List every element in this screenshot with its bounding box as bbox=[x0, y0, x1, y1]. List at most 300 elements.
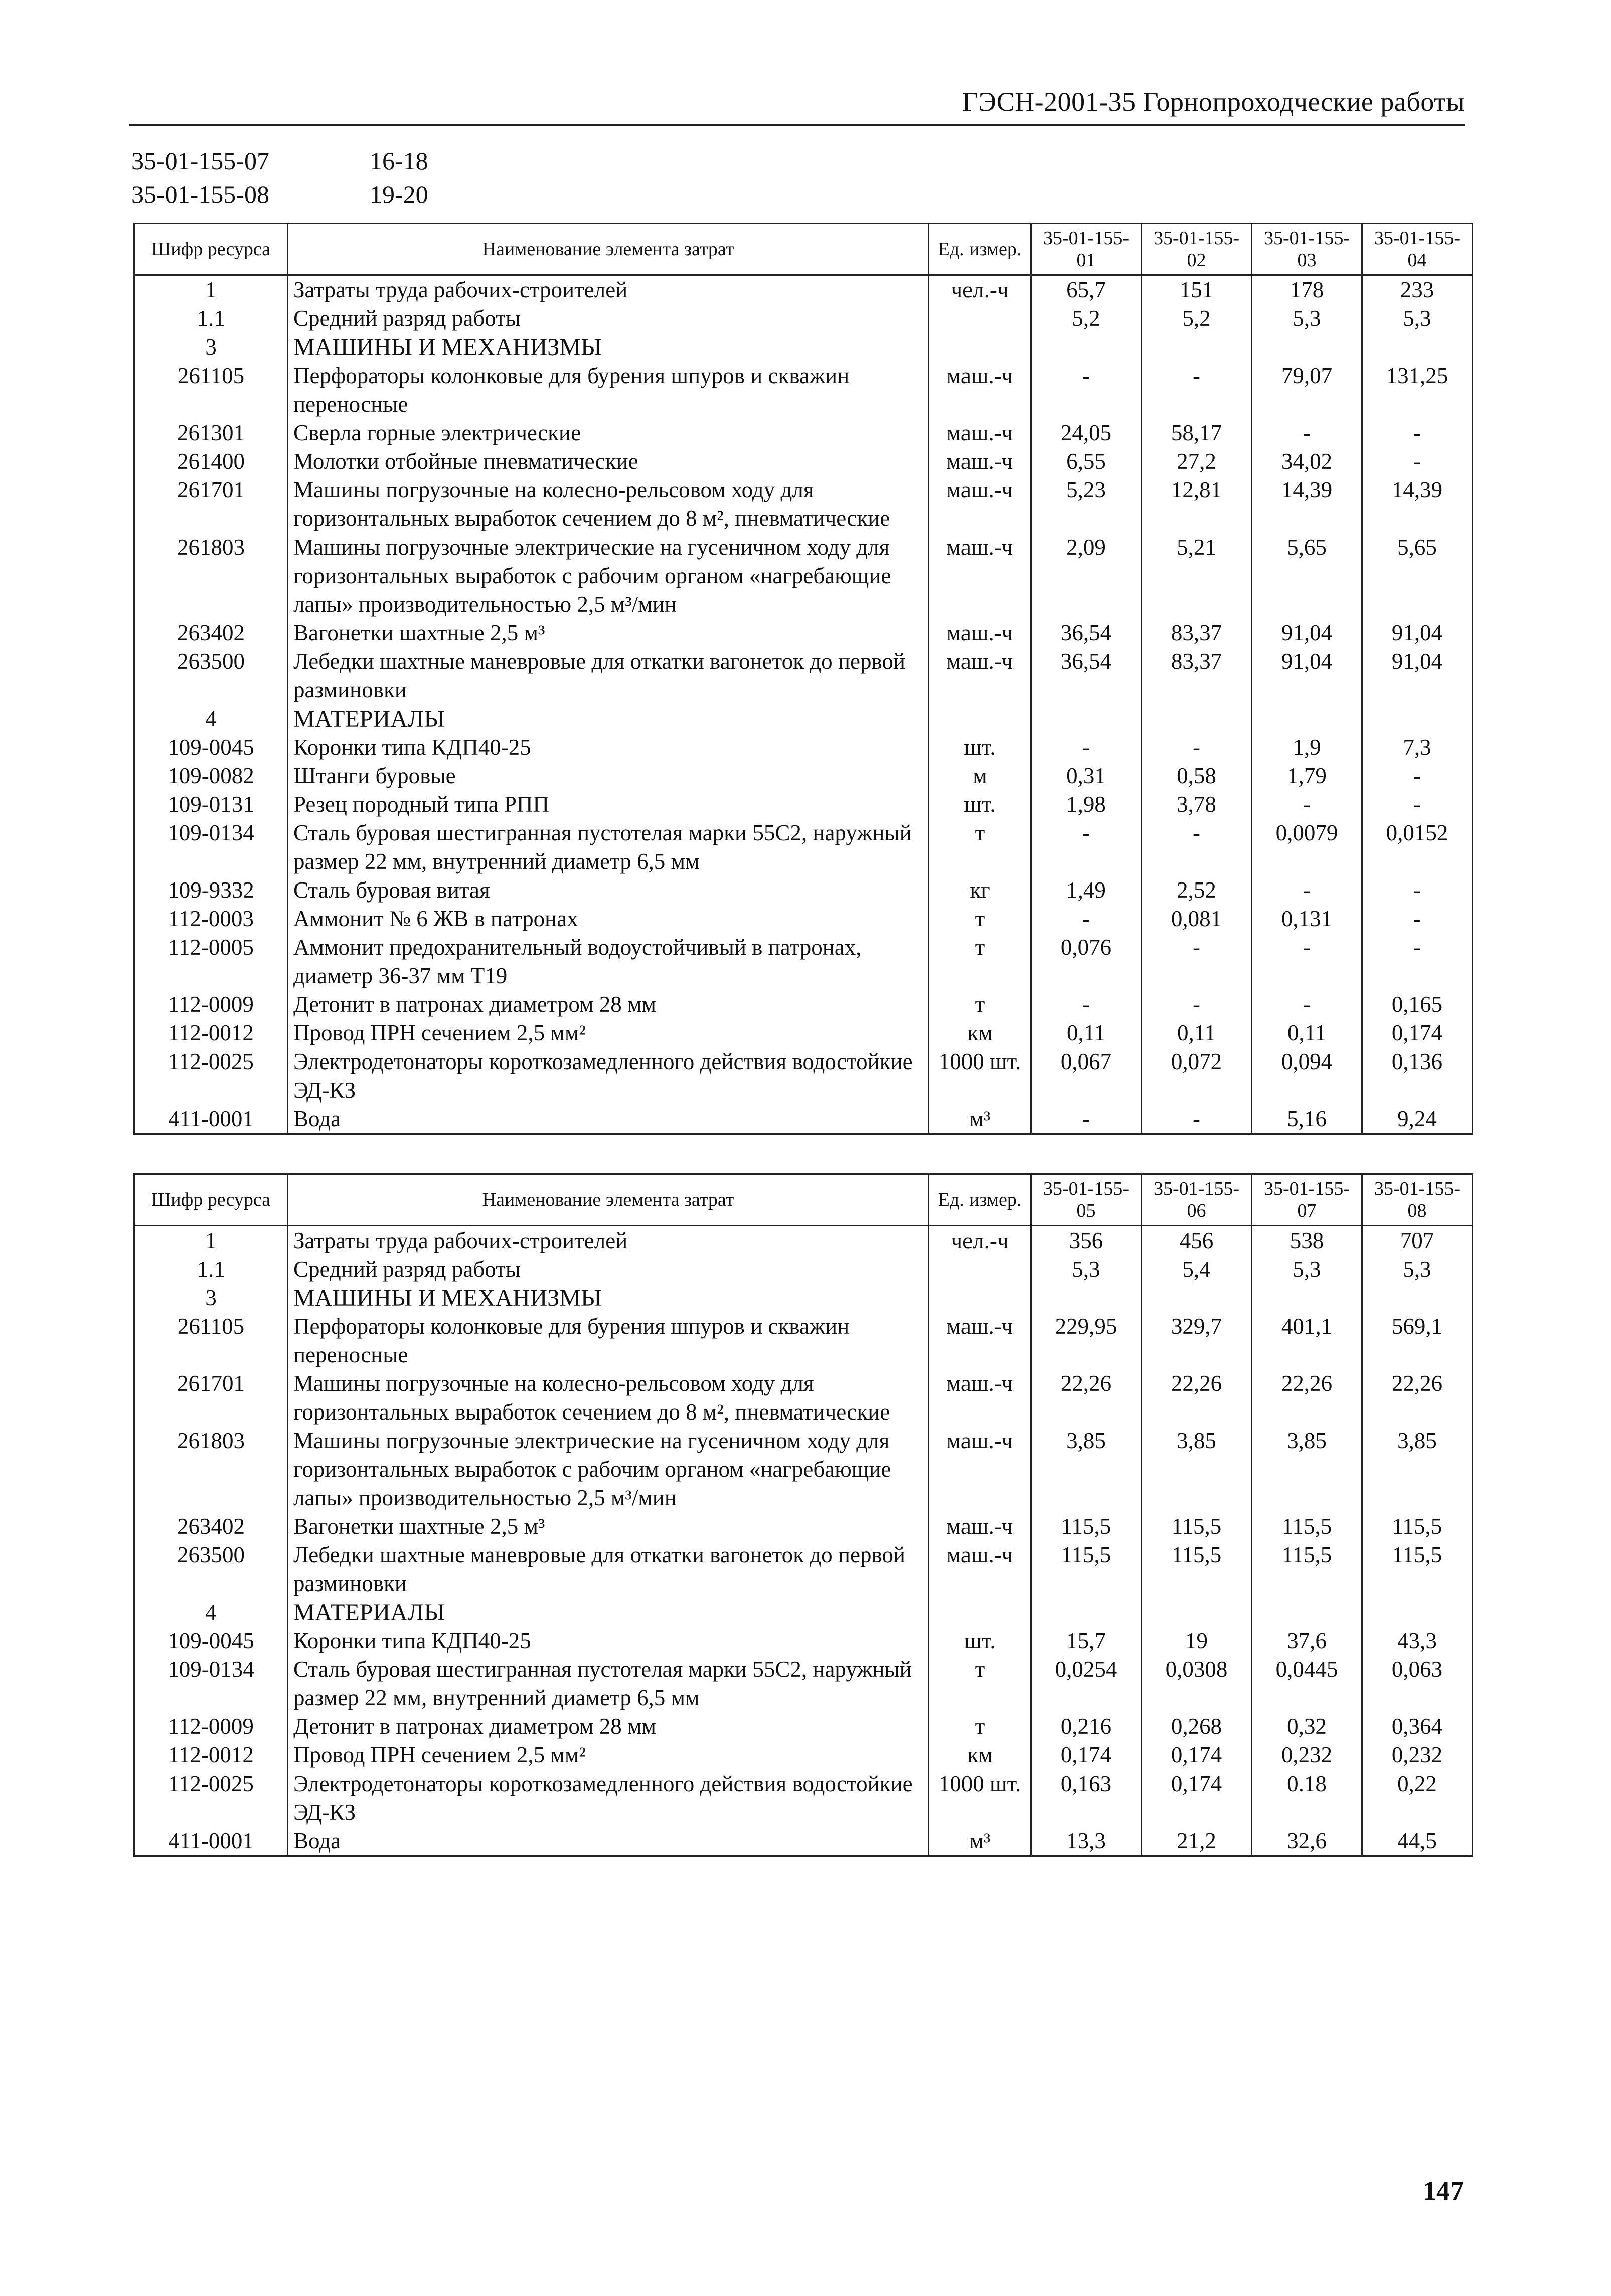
norm-value-cell: 0,063 bbox=[1362, 1655, 1473, 1712]
norm-value-cell: - bbox=[1142, 990, 1252, 1019]
table-row bbox=[134, 275, 1473, 305]
resource-code-cell: 112-0012 bbox=[134, 1741, 288, 1770]
resource-code-cell: 109-0082 bbox=[134, 762, 288, 790]
table-row bbox=[134, 1255, 1473, 1284]
norm-value-cell bbox=[1252, 704, 1362, 733]
document-header-title: ГЭСН-2001-35 Горнопроходческие работы bbox=[962, 87, 1465, 117]
norm-value-cell: - bbox=[1031, 1105, 1142, 1134]
norm-value-cell: 0,11 bbox=[1031, 1019, 1142, 1047]
header-norm-column: 35-01-155-08 bbox=[1362, 1174, 1473, 1226]
table-row bbox=[134, 1541, 1473, 1598]
unit-cell: маш.-ч bbox=[929, 1369, 1031, 1427]
norm-value-cell: 0,0445 bbox=[1252, 1655, 1362, 1712]
cost-element-name-cell: Машины погрузочные электрические на гусеничном ходу для горизонтальных выработок с рабочим органом «нагребающие лапы» производительностью 2,5 м³/мин bbox=[288, 1427, 929, 1512]
resource-code-cell: 261301 bbox=[134, 419, 288, 447]
cost-element-name-cell: Коронки типа КДП40-25 bbox=[288, 733, 929, 762]
resource-code-cell: 4 bbox=[134, 704, 288, 733]
norm-value-cell: 1,9 bbox=[1252, 733, 1362, 762]
norm-value-cell: 0,067 bbox=[1031, 1047, 1142, 1105]
table-header-row bbox=[134, 224, 1473, 275]
norm-value-cell: 707 bbox=[1362, 1226, 1473, 1256]
norm-value-cell: 0,174 bbox=[1362, 1019, 1473, 1047]
cost-element-name-cell: Средний разряд работы bbox=[288, 304, 929, 333]
resource-code-cell: 112-0009 bbox=[134, 990, 288, 1019]
unit-cell: 1000 шт. bbox=[929, 1047, 1031, 1105]
norm-value-cell: 0,081 bbox=[1142, 905, 1252, 933]
cost-element-name-cell: Вода bbox=[288, 1105, 929, 1134]
norm-value-cell bbox=[1031, 333, 1142, 362]
norm-value-cell: 3,85 bbox=[1362, 1427, 1473, 1512]
table-row bbox=[134, 1827, 1473, 1856]
unit-cell: км bbox=[929, 1741, 1031, 1770]
section-heading-row bbox=[134, 704, 1473, 733]
table-row bbox=[134, 1105, 1473, 1134]
section-heading-row bbox=[134, 333, 1473, 362]
norm-value-cell: 5,3 bbox=[1252, 1255, 1362, 1284]
resource-code-cell: 109-0134 bbox=[134, 819, 288, 876]
resource-code-cell: 112-0025 bbox=[134, 1770, 288, 1827]
resource-code-cell: 261400 bbox=[134, 447, 288, 476]
norm-value-cell: 91,04 bbox=[1362, 647, 1473, 704]
cost-element-name-cell: Детонит в патронах диаметром 28 мм bbox=[288, 990, 929, 1019]
norm-value-cell: 5,21 bbox=[1142, 533, 1252, 619]
norm-value-cell: 3,78 bbox=[1142, 790, 1252, 819]
norm-value-cell: 22,26 bbox=[1142, 1369, 1252, 1427]
norm-value-cell: - bbox=[1362, 790, 1473, 819]
norm-value-cell: 37,6 bbox=[1252, 1627, 1362, 1655]
unit-cell: т bbox=[929, 933, 1031, 990]
norm-value-cell bbox=[1142, 1598, 1252, 1627]
cost-element-name-cell: Детонит в патронах диаметром 28 мм bbox=[288, 1712, 929, 1741]
norm-value-cell: 0,136 bbox=[1362, 1047, 1473, 1105]
resource-code-cell: 109-9332 bbox=[134, 876, 288, 905]
cost-element-name-cell: Аммонит предохранительный водоустойчивый в патронах, диаметр 36-37 мм Т19 bbox=[288, 933, 929, 990]
cost-element-name-cell: Штанги буровые bbox=[288, 762, 929, 790]
resource-code-cell: 109-0045 bbox=[134, 1627, 288, 1655]
resource-table-1 bbox=[133, 223, 1473, 1135]
unit-cell: чел.-ч bbox=[929, 1226, 1031, 1256]
norm-value-cell: 0,076 bbox=[1031, 933, 1142, 990]
norm-value-cell: 5,2 bbox=[1031, 304, 1142, 333]
unit-cell bbox=[929, 1598, 1031, 1627]
norm-value-cell: 21,2 bbox=[1142, 1827, 1252, 1856]
cost-element-name-cell: МАШИНЫ И МЕХАНИЗМЫ bbox=[288, 333, 929, 362]
table-row bbox=[134, 647, 1473, 704]
unit-cell: т bbox=[929, 990, 1031, 1019]
unit-cell bbox=[929, 704, 1031, 733]
norm-value-cell bbox=[1142, 1284, 1252, 1312]
norm-value-cell: 5,65 bbox=[1252, 533, 1362, 619]
norm-value-cell: 115,5 bbox=[1362, 1541, 1473, 1598]
header-norm-column: 35-01-155-01 bbox=[1031, 224, 1142, 275]
table-row bbox=[134, 419, 1473, 447]
unit-cell: маш.-ч bbox=[929, 447, 1031, 476]
norm-value-cell bbox=[1142, 333, 1252, 362]
header-norm-column: 35-01-155-05 bbox=[1031, 1174, 1142, 1226]
cost-element-name-cell: МАШИНЫ И МЕХАНИЗМЫ bbox=[288, 1284, 929, 1312]
norm-value-cell bbox=[1031, 1598, 1142, 1627]
norm-value-cell: 32,6 bbox=[1252, 1827, 1362, 1856]
norm-value-cell: 0,268 bbox=[1142, 1712, 1252, 1741]
resource-code-cell: 263402 bbox=[134, 1512, 288, 1541]
resource-code-cell: 109-0131 bbox=[134, 790, 288, 819]
norm-value-cell: 24,05 bbox=[1031, 419, 1142, 447]
cost-element-name-cell: Аммонит № 6 ЖВ в патронах bbox=[288, 905, 929, 933]
norm-value-cell bbox=[1362, 333, 1473, 362]
norm-value-cell: - bbox=[1142, 1105, 1252, 1134]
unit-cell: т bbox=[929, 1712, 1031, 1741]
norm-value-cell: 151 bbox=[1142, 275, 1252, 305]
norm-value-cell: - bbox=[1031, 990, 1142, 1019]
cost-element-name-cell: Электродетонаторы короткозамедленного действия водостойкие ЭД-КЗ bbox=[288, 1770, 929, 1827]
table-row bbox=[134, 762, 1473, 790]
table-row bbox=[134, 905, 1473, 933]
norm-value-cell bbox=[1252, 1598, 1362, 1627]
norm-value-cell: 0,174 bbox=[1142, 1741, 1252, 1770]
cost-element-name-cell: Перфораторы колонковые для бурения шпуров и скважин переносные bbox=[288, 1312, 929, 1369]
unit-cell: шт. bbox=[929, 790, 1031, 819]
cost-element-name-cell: МАТЕРИАЛЫ bbox=[288, 1598, 929, 1627]
resource-code-cell: 112-0003 bbox=[134, 905, 288, 933]
cost-element-name-cell: Коронки типа КДП40-25 bbox=[288, 1627, 929, 1655]
norm-value-cell: 14,39 bbox=[1252, 476, 1362, 533]
norm-value-cell: - bbox=[1031, 905, 1142, 933]
unit-cell: маш.-ч bbox=[929, 362, 1031, 419]
header-norm-column: 35-01-155-07 bbox=[1252, 1174, 1362, 1226]
table-row bbox=[134, 1226, 1473, 1256]
unit-cell: маш.-ч bbox=[929, 533, 1031, 619]
norm-value-cell: 115,5 bbox=[1252, 1541, 1362, 1598]
cost-element-name-cell: Машины погрузочные на колесно-рельсовом ходу для горизонтальных выработок сечением до 8 м², пневматические bbox=[288, 1369, 929, 1427]
norm-range: 19-20 bbox=[370, 180, 428, 208]
header-resource-code: Шифр ресурса bbox=[134, 1174, 288, 1226]
norm-value-cell: - bbox=[1142, 362, 1252, 419]
cost-element-name-cell: Вода bbox=[288, 1827, 929, 1856]
norm-value-cell: 19 bbox=[1142, 1627, 1252, 1655]
table-row bbox=[134, 1512, 1473, 1541]
unit-cell: маш.-ч bbox=[929, 619, 1031, 647]
resource-code-cell: 1 bbox=[134, 275, 288, 305]
unit-cell: м³ bbox=[929, 1827, 1031, 1856]
norm-value-cell: 5,3 bbox=[1252, 304, 1362, 333]
cost-element-name-cell: Провод ПРН сечением 2,5 мм² bbox=[288, 1019, 929, 1047]
norm-value-cell: 91,04 bbox=[1362, 619, 1473, 647]
unit-cell: т bbox=[929, 819, 1031, 876]
norm-value-cell: 22,26 bbox=[1252, 1369, 1362, 1427]
norm-value-cell: 9,24 bbox=[1362, 1105, 1473, 1134]
norm-value-cell: - bbox=[1031, 362, 1142, 419]
norm-value-cell: - bbox=[1362, 419, 1473, 447]
norm-value-cell: 0,11 bbox=[1142, 1019, 1252, 1047]
norm-value-cell bbox=[1031, 704, 1142, 733]
table-header-row bbox=[134, 1174, 1473, 1226]
norm-value-cell: 91,04 bbox=[1252, 619, 1362, 647]
resource-code-cell: 109-0134 bbox=[134, 1655, 288, 1712]
resource-code-cell: 411-0001 bbox=[134, 1827, 288, 1856]
header-unit: Ед. измер. bbox=[929, 1174, 1031, 1226]
norm-value-cell bbox=[1362, 704, 1473, 733]
norm-value-cell: 0,364 bbox=[1362, 1712, 1473, 1741]
table-row bbox=[134, 1655, 1473, 1712]
header-norm-column: 35-01-155-06 bbox=[1142, 1174, 1252, 1226]
header-unit: Ед. измер. bbox=[929, 224, 1031, 275]
resource-code-cell: 1 bbox=[134, 1226, 288, 1256]
norm-value-cell: 0,232 bbox=[1252, 1741, 1362, 1770]
norm-value-cell: 538 bbox=[1252, 1226, 1362, 1256]
norm-value-cell: 5,4 bbox=[1142, 1255, 1252, 1284]
norm-value-cell: 15,7 bbox=[1031, 1627, 1142, 1655]
table-row bbox=[134, 1312, 1473, 1369]
norm-value-cell: 79,07 bbox=[1252, 362, 1362, 419]
norm-value-cell bbox=[1142, 704, 1252, 733]
section-heading-row bbox=[134, 1284, 1473, 1312]
norm-value-cell: 5,3 bbox=[1362, 304, 1473, 333]
norm-value-cell: 5,3 bbox=[1362, 1255, 1473, 1284]
norm-value-cell: 22,26 bbox=[1362, 1369, 1473, 1427]
cost-element-name-cell: Сталь буровая шестигранная пустотелая марки 55С2, наружный размер 22 мм, внутренний диаметр 6,5 мм bbox=[288, 1655, 929, 1712]
unit-cell: шт. bbox=[929, 733, 1031, 762]
cost-element-name-cell: Резец породный типа РПП bbox=[288, 790, 929, 819]
unit-cell: 1000 шт. bbox=[929, 1770, 1031, 1827]
table-row bbox=[134, 1427, 1473, 1512]
norm-value-cell: - bbox=[1031, 819, 1142, 876]
norm-value-cell: 91,04 bbox=[1252, 647, 1362, 704]
norm-value-cell: 0,072 bbox=[1142, 1047, 1252, 1105]
table-row bbox=[134, 790, 1473, 819]
cost-element-name-cell: Затраты труда рабочих-строителей bbox=[288, 1226, 929, 1256]
norm-value-cell: 5,2 bbox=[1142, 304, 1252, 333]
resource-code-cell: 109-0045 bbox=[134, 733, 288, 762]
cost-element-name-cell: Молотки отбойные пневматические bbox=[288, 447, 929, 476]
norm-value-cell: 43,3 bbox=[1362, 1627, 1473, 1655]
table-row bbox=[134, 447, 1473, 476]
cost-element-name-cell: Сталь буровая шестигранная пустотелая марки 55С2, наружный размер 22 мм, внутренний диаметр 6,5 мм bbox=[288, 819, 929, 876]
resource-code-cell: 4 bbox=[134, 1598, 288, 1627]
norm-code-row bbox=[131, 144, 428, 178]
resource-code-cell: 411-0001 bbox=[134, 1105, 288, 1134]
resource-table-2 bbox=[133, 1173, 1473, 1857]
section-heading-row bbox=[134, 1598, 1473, 1627]
norm-value-cell: 27,2 bbox=[1142, 447, 1252, 476]
cost-element-name-cell: Сталь буровая витая bbox=[288, 876, 929, 905]
table-row bbox=[134, 733, 1473, 762]
page-number: 147 bbox=[1423, 2176, 1464, 2206]
cost-element-name-cell: Машины погрузочные электрические на гусеничном ходу для горизонтальных выработок с рабочим органом «нагребающие лапы» производительностью 2,5 м³/мин bbox=[288, 533, 929, 619]
norm-value-cell: 115,5 bbox=[1031, 1541, 1142, 1598]
norm-value-cell: 356 bbox=[1031, 1226, 1142, 1256]
norm-value-cell: 115,5 bbox=[1252, 1512, 1362, 1541]
norm-value-cell bbox=[1252, 1284, 1362, 1312]
unit-cell: чел.-ч bbox=[929, 275, 1031, 305]
unit-cell bbox=[929, 333, 1031, 362]
header-cost-element-name: Наименование элемента затрат bbox=[288, 224, 929, 275]
norm-value-cell: - bbox=[1252, 876, 1362, 905]
norm-value-cell: 3,85 bbox=[1031, 1427, 1142, 1512]
norm-value-cell: - bbox=[1252, 419, 1362, 447]
table-row bbox=[134, 933, 1473, 990]
unit-cell: маш.-ч bbox=[929, 1312, 1031, 1369]
header-resource-code: Шифр ресурса bbox=[134, 224, 288, 275]
unit-cell: км bbox=[929, 1019, 1031, 1047]
norm-value-cell: 115,5 bbox=[1031, 1512, 1142, 1541]
table-row bbox=[134, 1019, 1473, 1047]
norm-value-cell: 12,81 bbox=[1142, 476, 1252, 533]
norm-code-list bbox=[131, 144, 428, 211]
norm-value-cell: - bbox=[1252, 990, 1362, 1019]
norm-value-cell: 0,32 bbox=[1252, 1712, 1362, 1741]
norm-value-cell: 0,216 bbox=[1031, 1712, 1142, 1741]
table-row bbox=[134, 619, 1473, 647]
norm-value-cell: 0,31 bbox=[1031, 762, 1142, 790]
table-row bbox=[134, 533, 1473, 619]
cost-element-name-cell: Вагонетки шахтные 2,5 м³ bbox=[288, 619, 929, 647]
norm-value-cell: 36,54 bbox=[1031, 647, 1142, 704]
norm-value-cell: 229,95 bbox=[1031, 1312, 1142, 1369]
norm-value-cell bbox=[1031, 1284, 1142, 1312]
norm-value-cell: 2,09 bbox=[1031, 533, 1142, 619]
unit-cell: т bbox=[929, 1655, 1031, 1712]
cost-element-name-cell: Затраты труда рабочих-строителей bbox=[288, 275, 929, 305]
norm-value-cell: 6,55 bbox=[1031, 447, 1142, 476]
norm-value-cell bbox=[1362, 1598, 1473, 1627]
norm-value-cell: - bbox=[1252, 933, 1362, 990]
unit-cell: маш.-ч bbox=[929, 419, 1031, 447]
table-row bbox=[134, 362, 1473, 419]
resource-code-cell: 112-0005 bbox=[134, 933, 288, 990]
norm-value-cell: 3,85 bbox=[1252, 1427, 1362, 1512]
norm-value-cell: 0,11 bbox=[1252, 1019, 1362, 1047]
norm-value-cell: 58,17 bbox=[1142, 419, 1252, 447]
norm-code: 35-01-155-07 bbox=[131, 147, 269, 175]
unit-cell: маш.-ч bbox=[929, 476, 1031, 533]
unit-cell: шт. bbox=[929, 1627, 1031, 1655]
norm-value-cell: 0.18 bbox=[1252, 1770, 1362, 1827]
norm-value-cell: - bbox=[1362, 933, 1473, 990]
norm-value-cell: - bbox=[1362, 447, 1473, 476]
norm-value-cell: - bbox=[1142, 933, 1252, 990]
norm-value-cell: - bbox=[1142, 819, 1252, 876]
resource-code-cell: 261701 bbox=[134, 476, 288, 533]
norm-value-cell: 115,5 bbox=[1142, 1512, 1252, 1541]
norm-value-cell: 1,49 bbox=[1031, 876, 1142, 905]
table-row bbox=[134, 1770, 1473, 1827]
norm-value-cell: 569,1 bbox=[1362, 1312, 1473, 1369]
norm-value-cell: - bbox=[1362, 876, 1473, 905]
resource-code-cell: 261701 bbox=[134, 1369, 288, 1427]
norm-value-cell: 14,39 bbox=[1362, 476, 1473, 533]
resource-code-cell: 263500 bbox=[134, 647, 288, 704]
norm-value-cell: 1,79 bbox=[1252, 762, 1362, 790]
norm-value-cell: 0,094 bbox=[1252, 1047, 1362, 1105]
table-row bbox=[134, 476, 1473, 533]
resource-code-cell: 3 bbox=[134, 333, 288, 362]
resource-code-cell: 112-0009 bbox=[134, 1712, 288, 1741]
norm-value-cell: 1,98 bbox=[1031, 790, 1142, 819]
norm-value-cell: 0,0254 bbox=[1031, 1655, 1142, 1712]
norm-value-cell: 233 bbox=[1362, 275, 1473, 305]
resource-code-cell: 112-0025 bbox=[134, 1047, 288, 1105]
cost-element-name-cell: Перфораторы колонковые для бурения шпуров и скважин переносные bbox=[288, 362, 929, 419]
norm-value-cell: 115,5 bbox=[1142, 1541, 1252, 1598]
unit-cell bbox=[929, 304, 1031, 333]
header-norm-column: 35-01-155-02 bbox=[1142, 224, 1252, 275]
norm-value-cell: 0,174 bbox=[1031, 1741, 1142, 1770]
unit-cell: маш.-ч bbox=[929, 1541, 1031, 1598]
norm-value-cell: 83,37 bbox=[1142, 647, 1252, 704]
unit-cell: м³ bbox=[929, 1105, 1031, 1134]
resource-code-cell: 1.1 bbox=[134, 304, 288, 333]
unit-cell: маш.-ч bbox=[929, 1512, 1031, 1541]
table-row bbox=[134, 1741, 1473, 1770]
table-row bbox=[134, 1047, 1473, 1105]
unit-cell: кг bbox=[929, 876, 1031, 905]
cost-element-name-cell: Машины погрузочные на колесно-рельсовом ходу для горизонтальных выработок сечением до 8 м², пневматические bbox=[288, 476, 929, 533]
resource-code-cell: 261105 bbox=[134, 1312, 288, 1369]
unit-cell: маш.-ч bbox=[929, 647, 1031, 704]
unit-cell bbox=[929, 1284, 1031, 1312]
norm-value-cell: 0,131 bbox=[1252, 905, 1362, 933]
norm-value-cell: 34,02 bbox=[1252, 447, 1362, 476]
cost-element-name-cell: Лебедки шахтные маневровые для откатки вагонеток до первой разминовки bbox=[288, 1541, 929, 1598]
norm-value-cell: 44,5 bbox=[1362, 1827, 1473, 1856]
norm-value-cell: - bbox=[1252, 790, 1362, 819]
norm-value-cell: 7,3 bbox=[1362, 733, 1473, 762]
cost-element-name-cell: Сверла горные электрические bbox=[288, 419, 929, 447]
header-norm-column: 35-01-155-04 bbox=[1362, 224, 1473, 275]
cost-element-name-cell: Вагонетки шахтные 2,5 м³ bbox=[288, 1512, 929, 1541]
unit-cell bbox=[929, 1255, 1031, 1284]
norm-value-cell: 178 bbox=[1252, 275, 1362, 305]
cost-element-name-cell: МАТЕРИАЛЫ bbox=[288, 704, 929, 733]
unit-cell: маш.-ч bbox=[929, 1427, 1031, 1512]
norm-value-cell bbox=[1362, 1284, 1473, 1312]
header-divider bbox=[129, 124, 1465, 126]
resource-code-cell: 261803 bbox=[134, 533, 288, 619]
cost-element-name-cell: Средний разряд работы bbox=[288, 1255, 929, 1284]
norm-value-cell: 131,25 bbox=[1362, 362, 1473, 419]
norm-value-cell: 5,23 bbox=[1031, 476, 1142, 533]
norm-value-cell: 0,58 bbox=[1142, 762, 1252, 790]
norm-value-cell: - bbox=[1142, 733, 1252, 762]
table-row bbox=[134, 819, 1473, 876]
norm-value-cell: 0,0152 bbox=[1362, 819, 1473, 876]
table-row bbox=[134, 876, 1473, 905]
table-row bbox=[134, 1369, 1473, 1427]
norm-value-cell: 0,174 bbox=[1142, 1770, 1252, 1827]
cost-element-name-cell: Провод ПРН сечением 2,5 мм² bbox=[288, 1741, 929, 1770]
norm-value-cell: 65,7 bbox=[1031, 275, 1142, 305]
norm-value-cell: 22,26 bbox=[1031, 1369, 1142, 1427]
unit-cell: м bbox=[929, 762, 1031, 790]
norm-value-cell: 5,65 bbox=[1362, 533, 1473, 619]
norm-value-cell: 0,0079 bbox=[1252, 819, 1362, 876]
table-row bbox=[134, 1627, 1473, 1655]
resource-code-cell: 263402 bbox=[134, 619, 288, 647]
resource-code-cell: 263500 bbox=[134, 1541, 288, 1598]
norm-value-cell: 3,85 bbox=[1142, 1427, 1252, 1512]
table-row bbox=[134, 990, 1473, 1019]
cost-element-name-cell: Электродетонаторы короткозамедленного действия водостойкие ЭД-КЗ bbox=[288, 1047, 929, 1105]
norm-value-cell: 5,3 bbox=[1031, 1255, 1142, 1284]
header-cost-element-name: Наименование элемента затрат bbox=[288, 1174, 929, 1226]
header-norm-column: 35-01-155-03 bbox=[1252, 224, 1362, 275]
resource-code-cell: 1.1 bbox=[134, 1255, 288, 1284]
norm-value-cell: 0,22 bbox=[1362, 1770, 1473, 1827]
resource-code-cell: 3 bbox=[134, 1284, 288, 1312]
norm-value-cell: - bbox=[1362, 762, 1473, 790]
norm-value-cell: - bbox=[1362, 905, 1473, 933]
norm-range: 16-18 bbox=[370, 147, 428, 175]
